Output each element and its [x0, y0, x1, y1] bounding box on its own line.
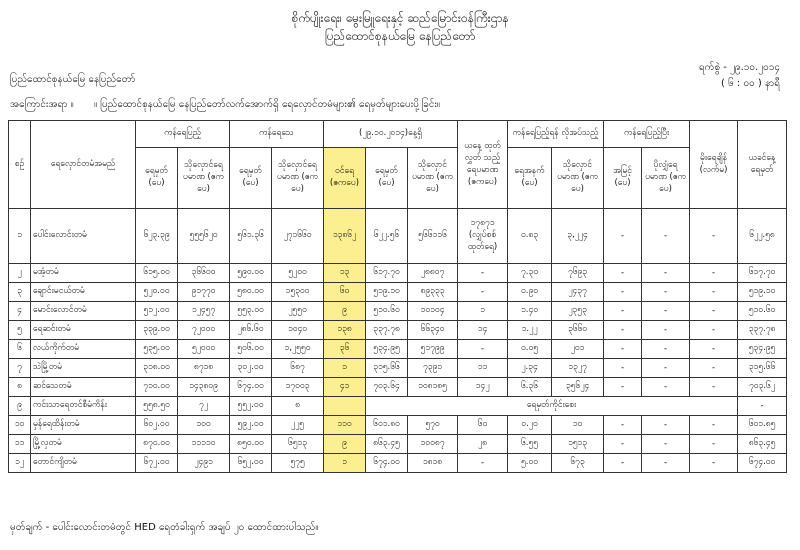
table-cell	[324, 397, 366, 416]
table-row	[9, 209, 787, 264]
table-cell: -	[458, 283, 508, 302]
table-row	[9, 397, 787, 416]
table-cell: -	[604, 302, 642, 321]
table-cell: ၅၃၅.၀၀	[136, 340, 178, 359]
table-cell: ၁	[9, 209, 31, 264]
table-cell: ၈၆၃.၄၅	[366, 435, 408, 454]
col-over-group: ကန်ရေပြည့်ပြီး	[604, 121, 690, 148]
col-today-group: (၂၉.၁၀.၂၀၁၄)နေ့ရှိ	[324, 121, 458, 148]
table-cell: ၅၆၁.၃၆	[230, 209, 272, 264]
table-cell: ပေါင်းလောင်းတမံ	[31, 209, 136, 264]
table-cell: ၆၁၅.၀၀	[136, 264, 178, 283]
table-cell: ၅၅၂.၀၀	[230, 397, 272, 416]
table-cell: -	[690, 435, 738, 454]
table-cell: -	[642, 283, 690, 302]
sub-header: ရေအနက် (ပေ)	[508, 148, 552, 209]
table-cell: ၄၁	[324, 378, 366, 397]
table-cell: ရေဆင်းတမံ	[31, 321, 136, 340]
table-cell: ၁၀၀	[178, 416, 230, 435]
table-cell: ၆၇၄.၀၀	[738, 454, 787, 473]
table-cell: ၂၈၈၀၇	[408, 264, 458, 283]
table-cell: ၅၃၄.၉၅	[738, 340, 787, 359]
col-full-group: ကန်ရေပြည့်	[136, 121, 230, 148]
sub-header: ပိုလျှံရေ ပမာဏ (ဧကပေ)	[642, 148, 690, 209]
table-cell: ၅၂၀.၀၀	[136, 283, 178, 302]
table-cell: -	[458, 264, 508, 283]
table-cell: ၃,၂၂၄	[552, 209, 604, 264]
table-cell: ၆၇၂.၀၀	[136, 454, 178, 473]
table-cell: မအံ့တမံ	[31, 264, 136, 283]
table-cell: ၅၇၅	[272, 454, 324, 473]
report-time: ( ၆ : ၀၀ ) နာရီ	[721, 78, 780, 89]
table-cell: ၁၂	[9, 454, 31, 473]
sub-header: သိုလှောင် ပမာဏ (ဧကပေ)	[552, 148, 604, 209]
table-cell: ၅၆၆၁၁၆	[408, 209, 458, 264]
table-cell: -	[604, 340, 642, 359]
table-cell: ၄	[9, 302, 31, 321]
table-row	[9, 283, 787, 302]
table-cell: ၃၆	[324, 340, 366, 359]
table-cell: ၁၃၈၆၂	[324, 209, 366, 264]
table-row	[9, 302, 787, 321]
sub-header: အမြင့် (ပေ)	[604, 148, 642, 209]
table-cell: ၁၃၂၇	[552, 359, 604, 378]
table-cell: ၁၀၈၁၈၅	[408, 378, 458, 397]
table-cell: ၃၀၂.၀၀	[230, 359, 272, 378]
table-row	[9, 378, 787, 397]
table-cell: ၁၀၄၀	[272, 321, 324, 340]
table-cell: ၇	[9, 359, 31, 378]
table-cell: ၆၂၂.၅၈	[738, 209, 787, 264]
table-cell: -	[604, 283, 642, 302]
sub-header: ရေမှတ် (ပေ)	[230, 148, 272, 209]
table-cell: ၆၅၂.၀၀	[230, 454, 272, 473]
table-cell: -	[642, 454, 690, 473]
table-row	[9, 359, 787, 378]
table-cell: -	[690, 454, 738, 473]
table-cell: ၇၀၃.၆၂	[738, 378, 787, 397]
table-cell: ၅	[9, 321, 31, 340]
table-cell: ၅၅၈.၅၀	[136, 397, 178, 416]
col-spill: ယနေ့ ထုတ်လွှတ် သည့် ရေပမာဏ (ဧကပေ)	[458, 121, 508, 209]
table-cell: -	[642, 378, 690, 397]
table-cell: ၇၀၃.၆၄	[366, 378, 408, 397]
table-cell: ၈	[272, 397, 324, 416]
table-cell: ၅.၀၀	[508, 454, 552, 473]
table-row	[9, 435, 787, 454]
subject-label: အကြောင်းအရာ ။	[10, 99, 74, 110]
department-title: ပြည်ထောင်စုနယ်မြေ နေပြည်တော်	[324, 29, 476, 43]
table-cell: ၁	[324, 454, 366, 473]
table-cell: -	[642, 321, 690, 340]
table-cell: ၁၁၁၁၀	[178, 435, 230, 454]
table-cell: ၇၃၉၁	[408, 359, 458, 378]
table-cell: ၁	[324, 359, 366, 378]
table-cell: -	[690, 302, 738, 321]
table-cell: ၈၉၃၃၃	[408, 283, 458, 302]
table-cell: ၆၀၁.၈၀	[366, 416, 408, 435]
table-cell: -	[604, 321, 642, 340]
table-cell: ၆၇၃	[552, 454, 604, 473]
table-cell: မှန်ရေထိန်းတမံ	[31, 416, 136, 435]
table-cell: ၅၅၅၆၂၀	[178, 209, 230, 264]
table-cell: ၁၁	[9, 435, 31, 454]
table-body	[9, 209, 787, 473]
table-cell: ၀.၈၃	[508, 209, 552, 264]
col-name: ရေလှောင်တမံအမည်	[31, 121, 136, 209]
col-sr: စဉ်	[9, 121, 31, 209]
sub-header: ရေမှတ် (ပေ)	[366, 148, 408, 209]
table-cell: ၁၈၁၈	[408, 454, 458, 473]
table-cell: ၆၇၄.၀၀	[366, 454, 408, 473]
table-cell: ၃၆၆၀	[552, 321, 604, 340]
table-cell: -	[690, 321, 738, 340]
table-cell: မောင်းလောင်တမံ	[31, 302, 136, 321]
table-cell: ၀.၉၀	[508, 283, 552, 302]
col-prev: ယခင်နေ့ ရေမှတ်	[738, 121, 787, 209]
table-cell: ၆၇၄.၀၀	[230, 378, 272, 397]
table-cell: -	[690, 283, 738, 302]
col-rain: မိုးရေချိန် (လက်မ)	[690, 121, 738, 209]
table-cell: ၁၀	[9, 416, 31, 435]
table-cell: ၅၂၀၀၀	[178, 340, 230, 359]
table-cell: ၉	[324, 435, 366, 454]
subject-line	[10, 97, 440, 112]
table-cell: -	[604, 378, 642, 397]
subject-text: ။ ပြည်ထောင်စုနယ်မြေ နေပြည်တော်လက်အောက်ရှိ ရေလှောင်တမံများ၏ ရေမှတ်များပေးပို့ခြင်း။	[94, 99, 440, 110]
sub-header: သိုလှောင်ရေ ပမာဏ (ဧကပေ)	[272, 148, 324, 209]
table-cell: မြို့လှတမံ	[31, 435, 136, 454]
table-cell: ၈၇၀.၀၀	[136, 435, 178, 454]
sub-header: သိုလှောင်ရေ ပမာဏ (ဧကပေ)	[178, 148, 230, 209]
table-cell: -	[642, 209, 690, 264]
sender-title: ပြည်ထောင်စုနယ်မြေ နေပြည်တော်	[10, 74, 136, 85]
table-cell: ၆၁၇.၇၀	[738, 264, 787, 283]
table-row	[9, 416, 787, 435]
table-cell: သဲမြို့တမံ	[31, 359, 136, 378]
table-cell: ကင်းသာရေတင်စီမံကိန်း	[31, 397, 136, 416]
table-cell: ၃၁၅.၆၆	[738, 359, 787, 378]
ministry-title: စိုက်ပျိုးရေး၊ မွေးမြူရေးနှင့် ဆည်မြောင်းဝန်ကြီးဌာန	[291, 11, 509, 25]
table-cell: ၁၀၀၈၇	[408, 435, 458, 454]
table-cell: ၃၆၆၀၀	[178, 264, 230, 283]
table-cell: ၁	[458, 302, 508, 321]
table-cell: ၇.၃၀	[508, 264, 552, 283]
table-row	[9, 264, 787, 283]
table-cell: -	[690, 378, 738, 397]
table-cell: ၂၅၅၀	[272, 302, 324, 321]
table-cell: ၆.၅၅	[508, 435, 552, 454]
table-cell: ၅၃၄.၉၅	[366, 340, 408, 359]
table-cell: ၇၁၀.၀၀	[136, 378, 178, 397]
table-cell: -	[642, 340, 690, 359]
sub-header-inflow: ဝင်ရေ (ဧကပေ)	[324, 148, 366, 209]
table-cell: ၀.၂၀	[508, 416, 552, 435]
table-cell: ၁.၄၀	[508, 302, 552, 321]
table-cell: ၂၃၅၃	[552, 302, 604, 321]
table-cell: -	[604, 435, 642, 454]
table-cell: ၈	[9, 378, 31, 397]
table-cell: ၁,၂၅၅၀	[272, 340, 324, 359]
table-cell: ၅၁၀.၆၀	[738, 302, 787, 321]
table-cell: ၈၅၀.၀၀	[230, 435, 272, 454]
table-cell: ၅၉၀.၀၀	[230, 264, 272, 283]
table-cell: ၆	[9, 340, 31, 359]
table-cell: ၃၃၉.၀၀	[136, 321, 178, 340]
table-cell: ၉၁၇၇၀	[178, 283, 230, 302]
table-cell: ၂၈၆.၆၀	[230, 321, 272, 340]
table-cell: ၅၈၀.၀၀	[230, 283, 272, 302]
table-cell: ၆၀	[458, 416, 508, 435]
table-cell: ၁၄၂	[458, 378, 508, 397]
sub-header: ရေမှတ် (ပေ)	[136, 148, 178, 209]
table-cell: ၁၂၄၅၇	[178, 302, 230, 321]
table-cell: ၅၀၆.၀၀	[230, 340, 272, 359]
table-cell: ၀.၀၅	[508, 340, 552, 359]
table-row	[9, 321, 787, 340]
table-cell: ၁၇၀၀၃	[272, 378, 324, 397]
table-cell: ၁.၂၂	[508, 321, 552, 340]
table-cell: ၂၇၁၆၆၀	[272, 209, 324, 264]
table-cell: -	[458, 454, 508, 473]
table-cell: ၅၉၂.၀၀	[230, 416, 272, 435]
table-cell: -	[458, 340, 508, 359]
table-cell: ၆၈၇	[272, 359, 324, 378]
table-cell: -	[642, 302, 690, 321]
table-row	[9, 340, 787, 359]
table-cell: -	[604, 359, 642, 378]
table-cell: ၃၃၇.၇၈	[738, 321, 787, 340]
col-need-group: ကန်ရေပြည့်ရန် လိုအပ်သည့်	[508, 121, 604, 148]
table-cell: ၂၂၅	[272, 416, 324, 435]
table-cell: ၉	[9, 397, 31, 416]
table-cell: ၅၁၉.၁၀	[366, 283, 408, 302]
table-cell: ချောင်းမငယ်တမံ	[31, 283, 136, 302]
table-cell: ၇၆၉၃	[552, 264, 604, 283]
table-cell: -	[642, 359, 690, 378]
table-cell: -	[690, 209, 738, 264]
table-cell: ၁၀	[552, 416, 604, 435]
table-cell: ၂.၃၄	[508, 359, 552, 378]
table-cell: ၂၄၃၇	[552, 283, 604, 302]
table-cell: ၁၀၁၀၄	[408, 302, 458, 321]
table-cell: လယ်ကိုက်တမံ	[31, 340, 136, 359]
table-cell: ၉	[324, 302, 366, 321]
footnote: မှတ်ချက် - ပေါင်းလောင်းတမံတွင် HED ရေတံခါးရှက် အချပ် ၂၀ ထောင်ထားပါသည်။	[10, 522, 319, 533]
table-cell: -	[604, 209, 642, 264]
table-cell: ၁၄	[458, 321, 508, 340]
reservoir-table	[8, 120, 787, 473]
sub-header: သိုလှောင် ပမာဏ (ဧကပေ)	[408, 148, 458, 209]
table-cell: ၆၁၇.၇၀	[366, 264, 408, 283]
table-cell: ၆၀၁.၈၅	[738, 416, 787, 435]
table-cell: ၆၆၃၄၀	[408, 321, 458, 340]
table-cell: ၃၁၈.၀၀	[136, 359, 178, 378]
report-date: ရက်စွဲ - ၂၉.၁၀.၂၀၁၄	[698, 62, 780, 73]
table-cell: ၁၅၃၀၀	[272, 283, 324, 302]
table-cell: ၅၅၃.၀၀	[230, 302, 272, 321]
table-cell: ၅၁၉.၁၀	[738, 283, 787, 302]
col-low-group: ကန်ရေသေ	[230, 121, 324, 148]
table-cell: -	[642, 416, 690, 435]
table-cell: -	[690, 359, 738, 378]
table-cell: ၆၅၁၃	[272, 435, 324, 454]
table-cell: ၃၃၇.၇၈	[366, 321, 408, 340]
table-cell: ၃၅၆၂၄	[552, 378, 604, 397]
table-cell: ၂	[9, 264, 31, 283]
table-cell: -	[738, 397, 787, 416]
table-cell: -	[642, 264, 690, 283]
table-cell: -	[690, 416, 738, 435]
table-cell: ၁၅၁၃	[552, 435, 604, 454]
table-cell: ၆၀	[324, 283, 366, 302]
table-cell: ၅၁၀.၆၀	[366, 302, 408, 321]
table-cell: ၂၈	[458, 435, 508, 454]
table-cell: -	[604, 416, 642, 435]
table-cell: -	[690, 340, 738, 359]
table-cell: ၇၂၀၀၀	[178, 321, 230, 340]
table-cell: ၁၁	[458, 359, 508, 378]
table-cell: -	[604, 454, 642, 473]
table-cell: ၁၃၈	[324, 321, 366, 340]
table-cell: ၁၇၈၇၁ (လျှပ်စစ် ထုတ်ရေ)	[458, 209, 508, 264]
table-cell-note: ရေမှတ်ကိုင်းစေး	[366, 397, 738, 416]
table-cell: ၅၁၇၉၉	[408, 340, 458, 359]
table-cell: -	[604, 264, 642, 283]
table-cell: ၁၄၃၈၀၉	[178, 378, 230, 397]
table-cell: ၁၃	[324, 264, 366, 283]
table-cell: ၅၂၀၀	[272, 264, 324, 283]
table-row	[9, 454, 787, 473]
table-cell: ၁၁၀	[324, 416, 366, 435]
table-cell: တောင်ကျိတမံ	[31, 454, 136, 473]
table-cell: ၆၂၂.၅၆	[366, 209, 408, 264]
table-cell: ၃၁၅.၆၆	[366, 359, 408, 378]
table-cell: ၂၄၉၁	[178, 454, 230, 473]
table-cell: ၈၆၃.၄၅	[738, 435, 787, 454]
table-cell: -	[690, 264, 738, 283]
table-cell: ၈၇၁၈	[178, 359, 230, 378]
table-cell: -	[642, 435, 690, 454]
table-cell: ဆင်သေတမံ	[31, 378, 136, 397]
table-cell: ၆၀၂.၀၀	[136, 416, 178, 435]
table-cell: ၆.၃၆	[508, 378, 552, 397]
table-cell: ၆၂၃.၃၉	[136, 209, 178, 264]
table-cell: ၅၁၂.၀၀	[136, 302, 178, 321]
table-cell: ၅၇၀	[408, 416, 458, 435]
table-cell: ၇၂	[178, 397, 230, 416]
table-cell: ၂၀၁	[552, 340, 604, 359]
table-cell: ၃	[9, 283, 31, 302]
